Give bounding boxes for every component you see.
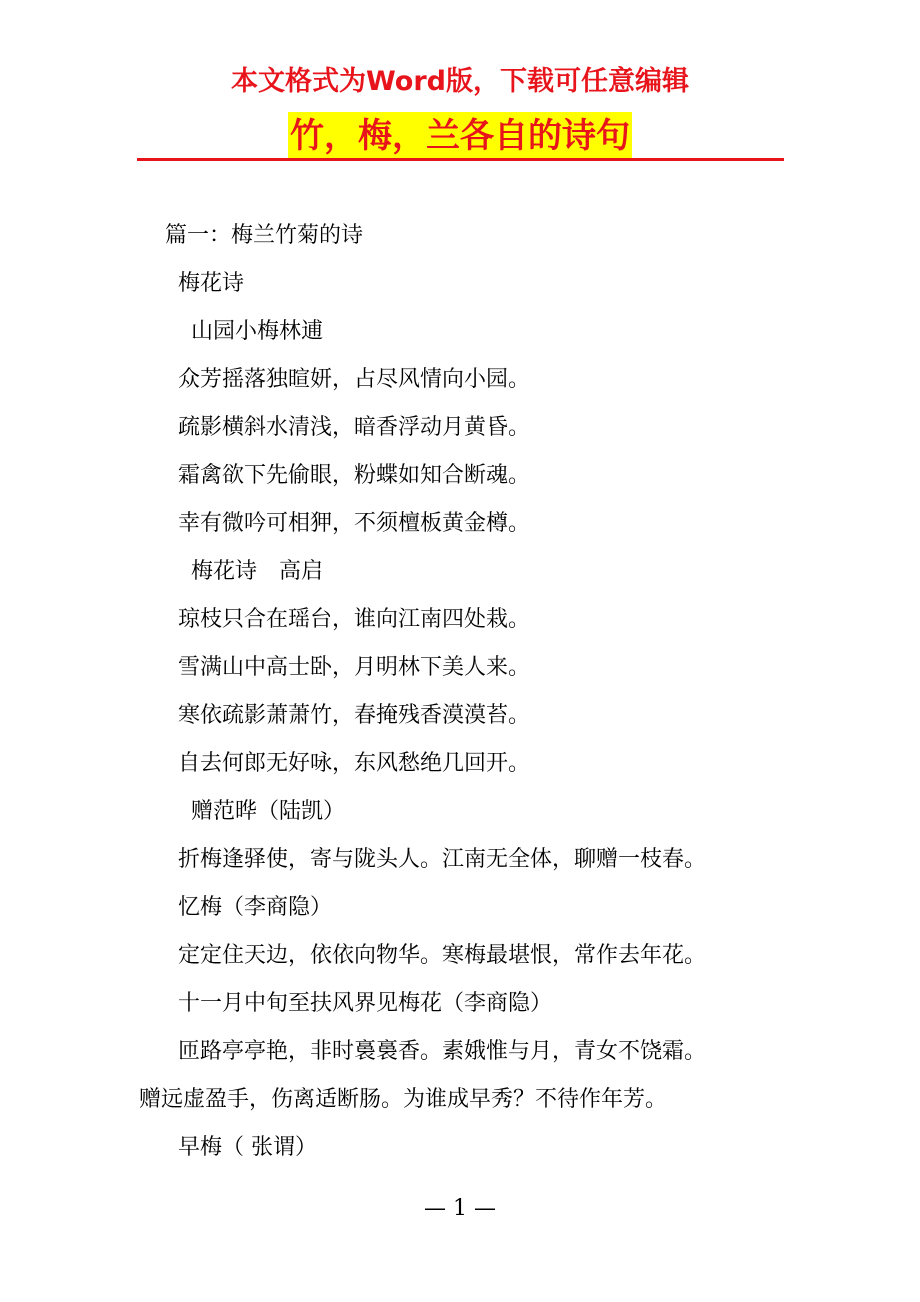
title-container — [0, 112, 920, 160]
header-banner: 本文格式为Word版，下载可任意编辑 — [230, 66, 689, 97]
poem-title: 忆梅（李商隐） — [178, 895, 333, 920]
poem-line: 众芳摇落独暄妍，占尽风情向小园。 — [178, 367, 531, 392]
poem-line: 折梅逢驿使，寄与陇头人。江南无全体，聊赠一枝春。 — [178, 847, 707, 872]
poem-line: 疏影横斜水清浅，暗香浮动月黄昏。 — [178, 415, 531, 440]
document-title: 竹，梅，兰各自的诗句 — [288, 112, 632, 160]
poem-line: 霜禽欲下先偷眼，粉蝶如知合断魂。 — [178, 463, 531, 488]
page-number: — 1 — — [424, 1196, 496, 1221]
section-heading: 篇一：梅兰竹菊的诗 — [165, 223, 364, 248]
poem-title: 梅花诗 高启 — [191, 559, 324, 584]
poem-line: 赠远虚盈手，伤离适断肠。为谁成早秀？不待作年芳。 — [139, 1087, 668, 1112]
poem-line: 幸有微吟可相狎，不须檀板黄金樽。 — [178, 511, 531, 536]
poem-group-title: 梅花诗 — [178, 271, 245, 296]
poem-line: 自去何郎无好咏，东风愁绝几回开。 — [178, 751, 531, 776]
poem-line: 琼枝只合在瑶台，谁向江南四处栽。 — [178, 607, 531, 632]
poem-line: 寒依疏影萧萧竹，春掩残香漠漠苔。 — [178, 703, 531, 728]
header-divider — [137, 158, 784, 161]
poem-title: 早梅（ 张谓） — [178, 1135, 317, 1160]
poem-title: 山园小梅林逋 — [191, 319, 324, 344]
poem-line: 匝路亭亭艳，非时裛裛香。素娥惟与月，青女不饶霜。 — [178, 1039, 707, 1064]
poem-title: 十一月中旬至扶风界见梅花（李商隐） — [178, 991, 553, 1016]
poem-title: 赠范晔（陆凯） — [191, 799, 346, 824]
poem-line: 定定住天边，依依向物华。寒梅最堪恨，常作去年花。 — [178, 943, 707, 968]
poem-line: 雪满山中高士卧，月明林下美人来。 — [178, 655, 531, 680]
